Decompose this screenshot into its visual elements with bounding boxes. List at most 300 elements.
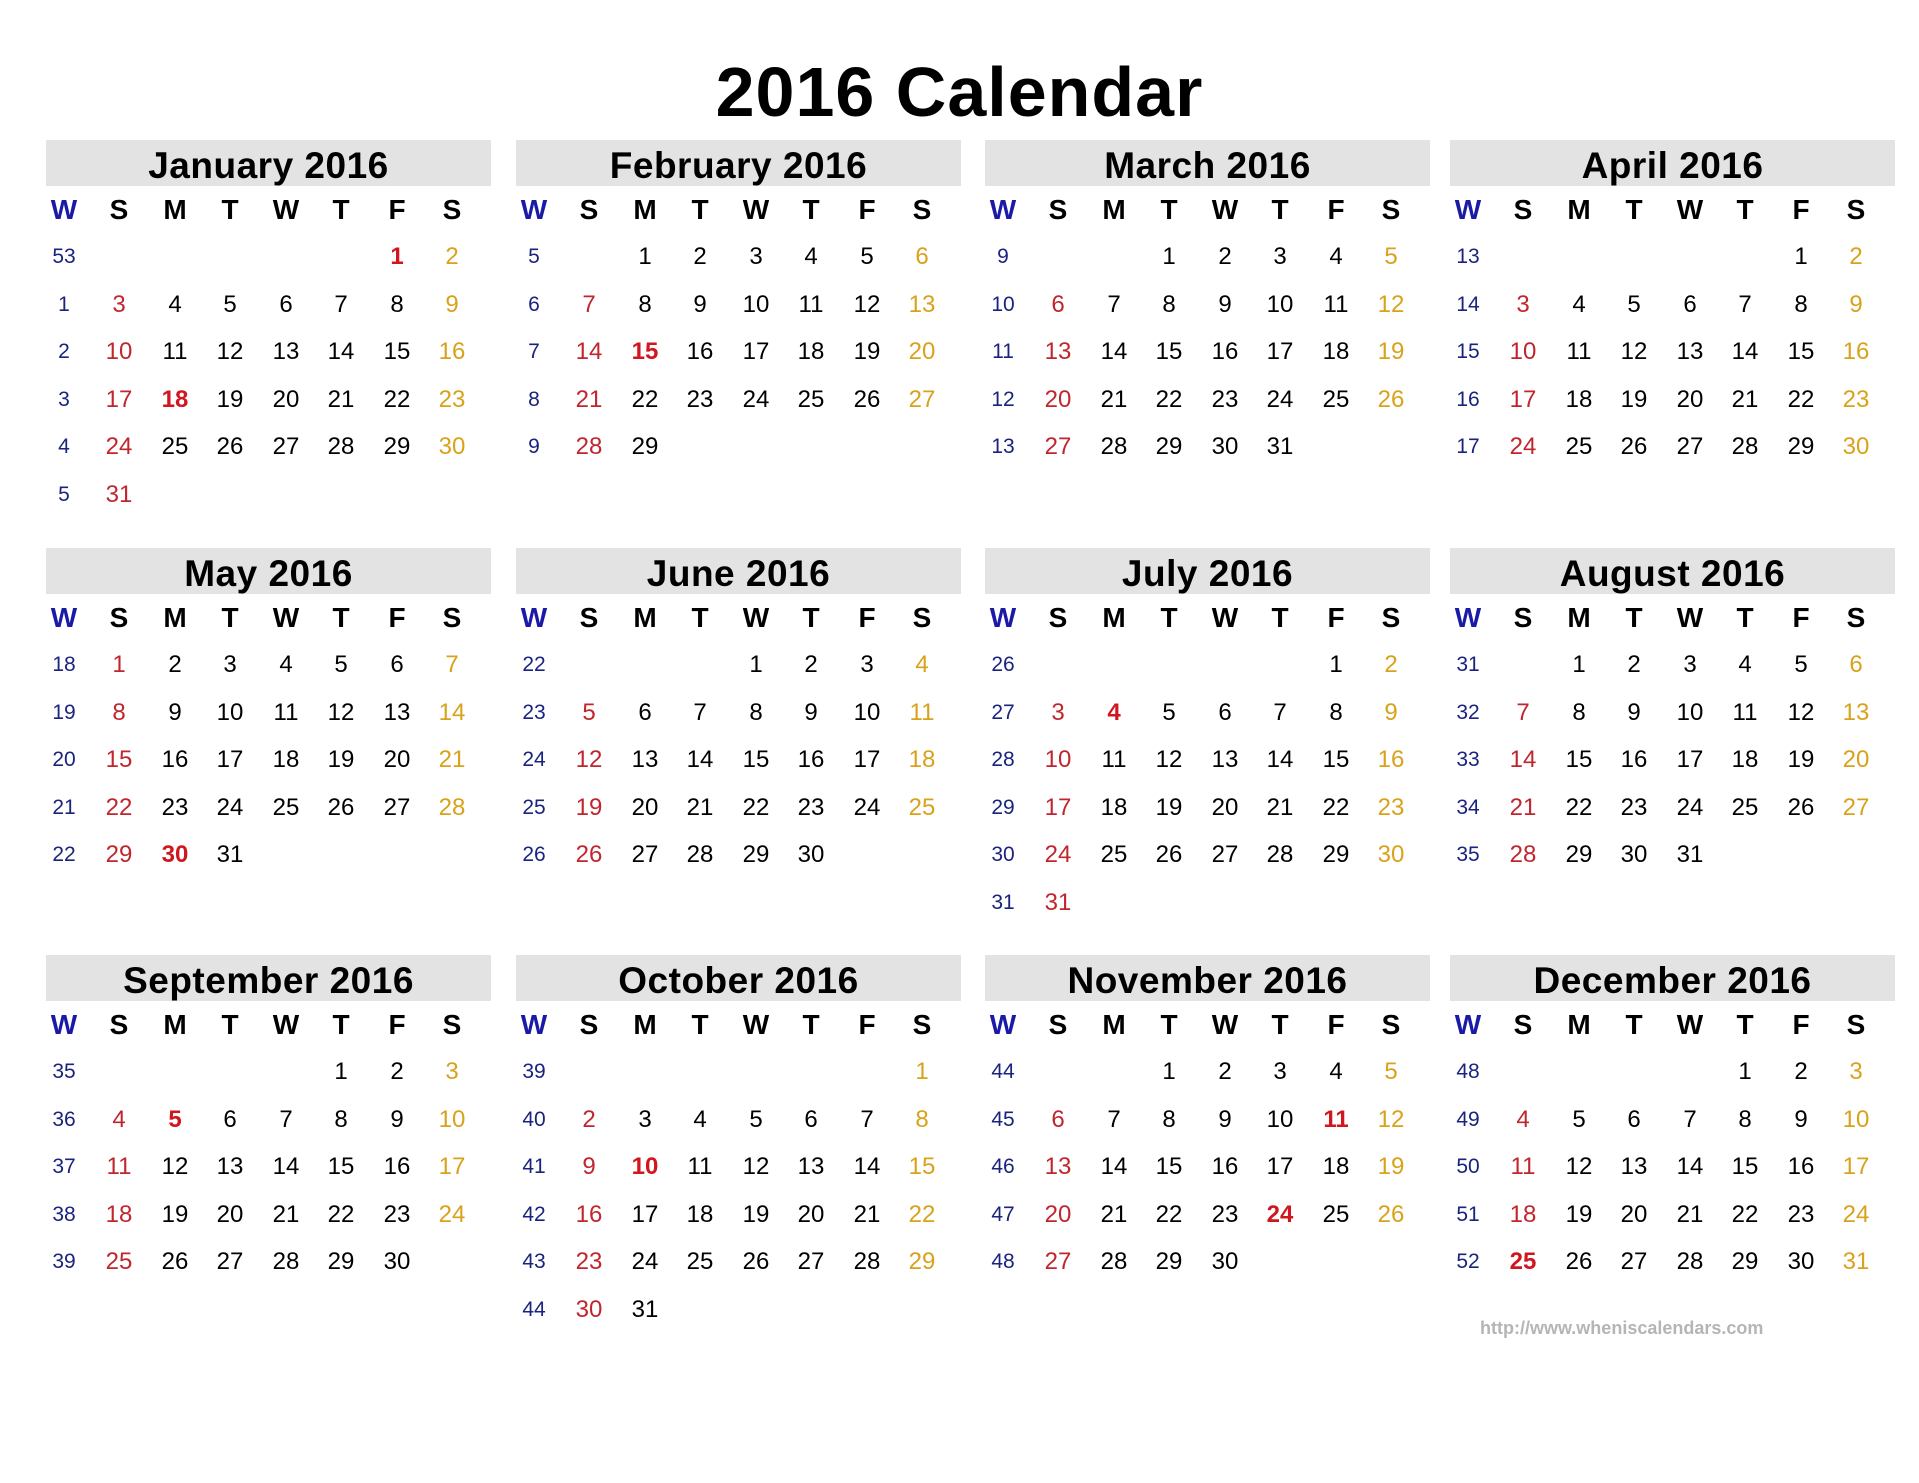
day-cell: 23 bbox=[1377, 793, 1405, 821]
day-cell: 21 bbox=[1676, 1200, 1704, 1228]
day-cell: 26 bbox=[327, 793, 355, 821]
week-number: 38 bbox=[52, 1202, 76, 1226]
day-cell: 4 bbox=[1329, 1058, 1343, 1085]
month-title: October 2016 bbox=[516, 955, 961, 1001]
day-cell: 14 bbox=[1100, 1153, 1128, 1180]
day-cell: 3 bbox=[749, 243, 763, 270]
week-number: 39 bbox=[522, 1060, 546, 1083]
day-cell: 14 bbox=[272, 1153, 300, 1180]
week-number-label: W bbox=[989, 194, 1017, 225]
weekday-label: M bbox=[1102, 602, 1126, 633]
day-cell: 20 bbox=[272, 385, 300, 413]
day-cell: 19 bbox=[1377, 338, 1405, 365]
weekday-header-row bbox=[1450, 1005, 1895, 1045]
day-cell: 25 bbox=[1322, 1200, 1350, 1228]
weekday-label: M bbox=[163, 194, 187, 225]
week-number: 23 bbox=[522, 700, 546, 724]
day-cell: 18 bbox=[272, 746, 300, 773]
day-cell: 8 bbox=[1572, 698, 1586, 726]
day-cell: 13 bbox=[797, 1153, 825, 1180]
day-cell: 12 bbox=[742, 1153, 770, 1180]
week-number: 26 bbox=[522, 843, 546, 866]
week-number: 45 bbox=[991, 1107, 1015, 1131]
week-row bbox=[985, 883, 1430, 923]
day-cell: 15 bbox=[1322, 746, 1350, 773]
day-cell: 28 bbox=[1509, 841, 1537, 868]
day-cell: 7 bbox=[1107, 1105, 1121, 1133]
week-number: 3 bbox=[58, 387, 70, 411]
weekday-label: T bbox=[1160, 1009, 1178, 1040]
day-cell: 12 bbox=[1155, 746, 1183, 773]
day-cell: 26 bbox=[1377, 1200, 1405, 1228]
day-cell: 1 bbox=[390, 243, 404, 270]
day-cell: 2 bbox=[1849, 243, 1863, 270]
day-cell: 18 bbox=[1509, 1200, 1537, 1228]
day-cell: 29 bbox=[105, 841, 133, 868]
weekday-header-row bbox=[1450, 190, 1895, 230]
weekday-label: M bbox=[633, 1009, 657, 1040]
day-cell: 29 bbox=[383, 433, 411, 460]
week-number: 48 bbox=[1456, 1060, 1480, 1083]
day-cell: 4 bbox=[1738, 651, 1752, 678]
month-title: June 2016 bbox=[516, 548, 961, 594]
week-row bbox=[46, 475, 491, 515]
day-cell: 26 bbox=[742, 1248, 770, 1275]
day-cell: 7 bbox=[1107, 290, 1121, 318]
week-row bbox=[46, 237, 491, 277]
day-cell: 8 bbox=[749, 698, 763, 726]
day-cell: 27 bbox=[1676, 433, 1704, 460]
day-cell: 17 bbox=[1044, 793, 1072, 821]
day-cell: 20 bbox=[797, 1200, 825, 1228]
week-number: 27 bbox=[991, 700, 1015, 724]
weekday-label: S bbox=[579, 194, 599, 225]
weekday-label: M bbox=[1567, 1009, 1591, 1040]
week-row bbox=[1450, 645, 1895, 685]
day-cell: 15 bbox=[327, 1153, 355, 1180]
day-cell: 23 bbox=[1211, 1200, 1239, 1228]
day-cell: 25 bbox=[1509, 1248, 1537, 1275]
month-title: January 2016 bbox=[46, 140, 491, 186]
day-cell: 1 bbox=[334, 1058, 348, 1085]
day-cell: 22 bbox=[1155, 1200, 1183, 1228]
day-cell: 28 bbox=[272, 1248, 300, 1275]
weekday-label: M bbox=[633, 602, 657, 633]
month-block bbox=[516, 548, 961, 928]
day-cell: 22 bbox=[742, 793, 770, 821]
month-title: November 2016 bbox=[985, 955, 1430, 1001]
day-cell: 6 bbox=[1051, 1105, 1065, 1133]
week-number-label: W bbox=[1454, 194, 1482, 225]
week-number-label: W bbox=[50, 1009, 78, 1040]
day-cell: 3 bbox=[1516, 290, 1530, 318]
source-credit: http://www.wheniscalendars.com bbox=[1480, 1318, 1764, 1338]
week-row bbox=[1450, 380, 1895, 420]
day-cell: 29 bbox=[1155, 433, 1183, 460]
weekday-label: T bbox=[1625, 1009, 1643, 1040]
weekday-label: T bbox=[1271, 602, 1289, 633]
day-cell: 27 bbox=[1044, 1248, 1072, 1275]
day-cell: 11 bbox=[1101, 746, 1127, 773]
weekday-label: F bbox=[1792, 1009, 1810, 1040]
week-number-label: W bbox=[1454, 602, 1482, 633]
weekday-label: M bbox=[163, 1009, 187, 1040]
day-cell: 22 bbox=[1731, 1200, 1759, 1228]
weekday-label: W bbox=[1211, 1009, 1239, 1040]
day-cell: 7 bbox=[693, 698, 707, 726]
weekday-header-row bbox=[985, 190, 1430, 230]
week-row bbox=[1450, 1242, 1895, 1282]
day-cell: 28 bbox=[686, 841, 714, 868]
week-number: 44 bbox=[522, 1297, 546, 1321]
day-cell: 25 bbox=[1322, 385, 1350, 413]
week-number: 52 bbox=[1456, 1250, 1480, 1273]
day-cell: 27 bbox=[797, 1248, 825, 1275]
day-cell: 18 bbox=[1731, 746, 1759, 773]
day-cell: 31 bbox=[1044, 888, 1072, 916]
weekday-label: T bbox=[1271, 194, 1289, 225]
day-cell: 9 bbox=[1794, 1105, 1808, 1133]
day-cell: 31 bbox=[1842, 1248, 1870, 1275]
day-cell: 22 bbox=[1322, 793, 1350, 821]
day-cell: 7 bbox=[1683, 1105, 1697, 1133]
day-cell: 31 bbox=[631, 1295, 659, 1323]
week-row bbox=[46, 835, 491, 875]
week-row bbox=[1450, 285, 1895, 325]
day-cell: 27 bbox=[1620, 1248, 1648, 1275]
day-cell: 22 bbox=[1787, 385, 1815, 413]
weekday-label: T bbox=[1625, 194, 1643, 225]
month-title: March 2016 bbox=[985, 140, 1430, 186]
week-number: 36 bbox=[52, 1107, 76, 1131]
week-number: 15 bbox=[1456, 340, 1480, 363]
day-cell: 8 bbox=[112, 698, 126, 726]
week-row bbox=[985, 237, 1430, 277]
day-cell: 30 bbox=[1377, 841, 1405, 868]
week-row bbox=[1450, 835, 1895, 875]
weekday-header-row bbox=[46, 1005, 491, 1045]
day-cell: 15 bbox=[1565, 746, 1593, 773]
day-cell: 6 bbox=[1849, 651, 1863, 678]
weekday-label: S bbox=[1048, 194, 1068, 225]
day-cell: 16 bbox=[575, 1200, 603, 1228]
day-cell: 8 bbox=[1738, 1105, 1752, 1133]
weekday-label: T bbox=[332, 194, 350, 225]
day-cell: 1 bbox=[1162, 1058, 1176, 1085]
day-cell: 26 bbox=[1787, 793, 1815, 821]
day-cell: 6 bbox=[1218, 698, 1232, 726]
weekday-label: S bbox=[442, 602, 462, 633]
weekday-label: T bbox=[1271, 1009, 1289, 1040]
day-cell: 9 bbox=[1627, 698, 1641, 726]
day-cell: 12 bbox=[1620, 338, 1648, 365]
day-cell: 28 bbox=[575, 433, 603, 460]
week-row bbox=[46, 645, 491, 685]
day-cell: 17 bbox=[1676, 746, 1704, 773]
weekday-label: S bbox=[1048, 602, 1068, 633]
week-row bbox=[516, 1100, 961, 1140]
week-number: 5 bbox=[58, 482, 70, 506]
week-row bbox=[516, 1147, 961, 1187]
day-cell: 30 bbox=[1211, 433, 1239, 460]
month-title: July 2016 bbox=[985, 548, 1430, 594]
day-cell: 23 bbox=[1620, 793, 1648, 821]
day-cell: 30 bbox=[1211, 1248, 1239, 1275]
week-number: 30 bbox=[991, 843, 1015, 866]
week-number: 26 bbox=[991, 653, 1015, 676]
week-number: 2 bbox=[58, 340, 70, 363]
day-cell: 29 bbox=[908, 1248, 936, 1275]
day-cell: 24 bbox=[1044, 841, 1072, 868]
day-cell: 7 bbox=[1273, 698, 1287, 726]
week-number: 28 bbox=[991, 748, 1015, 771]
day-cell: 24 bbox=[1266, 1200, 1294, 1228]
weekday-label: F bbox=[388, 602, 406, 633]
week-number: 9 bbox=[528, 435, 540, 458]
day-cell: 11 bbox=[1566, 338, 1592, 365]
weekday-label: F bbox=[1327, 194, 1345, 225]
day-cell: 5 bbox=[334, 651, 348, 678]
week-number: 49 bbox=[1456, 1107, 1480, 1131]
day-cell: 1 bbox=[915, 1058, 929, 1085]
day-cell: 31 bbox=[105, 480, 133, 508]
day-cell: 12 bbox=[327, 698, 355, 726]
day-cell: 31 bbox=[216, 841, 244, 868]
day-cell: 27 bbox=[383, 793, 411, 821]
weekday-label: S bbox=[1846, 1009, 1866, 1040]
day-cell: 24 bbox=[216, 793, 244, 821]
day-cell: 10 bbox=[1676, 698, 1704, 726]
day-cell: 14 bbox=[1100, 338, 1128, 365]
day-cell: 14 bbox=[438, 698, 466, 726]
weekday-label: M bbox=[1102, 194, 1126, 225]
day-cell: 1 bbox=[1329, 651, 1343, 678]
day-cell: 29 bbox=[631, 433, 659, 460]
day-cell: 6 bbox=[223, 1105, 237, 1133]
week-number-label: W bbox=[989, 1009, 1017, 1040]
day-cell: 21 bbox=[327, 385, 355, 413]
week-number: 1 bbox=[58, 292, 70, 316]
day-cell: 15 bbox=[105, 746, 133, 773]
day-cell: 14 bbox=[575, 338, 603, 365]
day-cell: 5 bbox=[1162, 698, 1176, 726]
day-cell: 16 bbox=[161, 746, 189, 773]
day-cell: 6 bbox=[915, 243, 929, 270]
day-cell: 4 bbox=[915, 651, 929, 678]
day-cell: 23 bbox=[797, 793, 825, 821]
weekday-label: T bbox=[802, 1009, 820, 1040]
day-cell: 12 bbox=[161, 1153, 189, 1180]
day-cell: 27 bbox=[908, 385, 936, 413]
day-cell: 17 bbox=[216, 746, 244, 773]
week-number-label: W bbox=[520, 194, 548, 225]
day-cell: 2 bbox=[1627, 651, 1641, 678]
day-cell: 9 bbox=[168, 698, 182, 726]
day-cell: 21 bbox=[1266, 793, 1294, 821]
day-cell: 1 bbox=[1162, 243, 1176, 270]
day-cell: 25 bbox=[797, 385, 825, 413]
week-number: 11 bbox=[992, 340, 1014, 363]
day-cell: 24 bbox=[1842, 1200, 1870, 1228]
month-block bbox=[985, 140, 1430, 520]
day-cell: 19 bbox=[1377, 1153, 1405, 1180]
day-cell: 30 bbox=[161, 841, 189, 868]
day-cell: 23 bbox=[1842, 385, 1870, 413]
day-cell: 17 bbox=[1266, 1153, 1294, 1180]
day-cell: 19 bbox=[216, 385, 244, 413]
week-number: 35 bbox=[52, 1060, 76, 1083]
weekday-label: W bbox=[272, 602, 300, 633]
week-row bbox=[985, 740, 1430, 780]
day-cell: 3 bbox=[860, 651, 874, 678]
day-cell: 18 bbox=[1100, 793, 1128, 821]
day-cell: 2 bbox=[1218, 243, 1232, 270]
week-number: 34 bbox=[1456, 795, 1480, 819]
day-cell: 31 bbox=[1266, 433, 1294, 460]
day-cell: 4 bbox=[693, 1105, 707, 1133]
week-row bbox=[46, 1195, 491, 1235]
day-cell: 26 bbox=[853, 385, 881, 413]
week-row bbox=[1450, 740, 1895, 780]
day-cell: 5 bbox=[860, 243, 874, 270]
day-cell: 10 bbox=[1266, 290, 1294, 318]
day-cell: 15 bbox=[1731, 1153, 1759, 1180]
day-cell: 4 bbox=[112, 1105, 126, 1133]
weekday-label: T bbox=[332, 1009, 350, 1040]
weekday-label: T bbox=[221, 194, 239, 225]
day-cell: 17 bbox=[105, 385, 133, 413]
day-cell: 10 bbox=[1842, 1105, 1870, 1133]
day-cell: 4 bbox=[279, 651, 293, 678]
week-number: 51 bbox=[1456, 1202, 1480, 1226]
week-row bbox=[516, 1290, 961, 1330]
day-cell: 13 bbox=[1620, 1153, 1648, 1180]
week-number: 9 bbox=[997, 245, 1009, 268]
week-row bbox=[46, 693, 491, 733]
day-cell: 27 bbox=[272, 433, 300, 460]
day-cell: 3 bbox=[1273, 243, 1287, 270]
day-cell: 17 bbox=[1266, 338, 1294, 365]
week-row bbox=[985, 285, 1430, 325]
day-cell: 25 bbox=[105, 1248, 133, 1275]
day-cell: 8 bbox=[334, 1105, 348, 1133]
month-title: April 2016 bbox=[1450, 140, 1895, 186]
day-cell: 22 bbox=[908, 1200, 936, 1228]
day-cell: 30 bbox=[1842, 433, 1870, 460]
week-row bbox=[516, 285, 961, 325]
month-block bbox=[46, 548, 491, 928]
day-cell: 25 bbox=[1731, 793, 1759, 821]
day-cell: 1 bbox=[1738, 1058, 1752, 1085]
day-cell: 21 bbox=[575, 385, 603, 413]
month-title: September 2016 bbox=[46, 955, 491, 1001]
day-cell: 13 bbox=[631, 746, 659, 773]
day-cell: 19 bbox=[1787, 746, 1815, 773]
week-number-label: W bbox=[520, 602, 548, 633]
day-cell: 24 bbox=[742, 385, 770, 413]
day-cell: 16 bbox=[1620, 746, 1648, 773]
day-cell: 16 bbox=[1211, 338, 1239, 365]
week-number: 29 bbox=[991, 795, 1015, 819]
weekday-label: S bbox=[579, 602, 599, 633]
month-block bbox=[1450, 955, 1895, 1335]
day-cell: 18 bbox=[1322, 1153, 1350, 1180]
day-cell: 4 bbox=[1329, 243, 1343, 270]
day-cell: 3 bbox=[1849, 1058, 1863, 1085]
day-cell: 29 bbox=[1787, 433, 1815, 460]
day-cell: 3 bbox=[445, 1058, 459, 1085]
day-cell: 8 bbox=[1162, 1105, 1176, 1133]
day-cell: 13 bbox=[1676, 338, 1704, 365]
week-number: 4 bbox=[58, 435, 70, 458]
day-cell: 26 bbox=[1155, 841, 1183, 868]
day-cell: 1 bbox=[1794, 243, 1808, 270]
weekday-label: S bbox=[109, 1009, 129, 1040]
week-number: 41 bbox=[522, 1155, 546, 1178]
day-cell: 18 bbox=[1565, 385, 1593, 413]
day-cell: 9 bbox=[1218, 1105, 1232, 1133]
weekday-label: S bbox=[1048, 1009, 1068, 1040]
week-number: 33 bbox=[1456, 748, 1480, 771]
month-title: February 2016 bbox=[516, 140, 961, 186]
weekday-label: S bbox=[442, 1009, 462, 1040]
weekday-header-row bbox=[985, 598, 1430, 638]
day-cell: 2 bbox=[693, 243, 707, 270]
week-number: 16 bbox=[1456, 387, 1480, 411]
week-row bbox=[1450, 788, 1895, 828]
day-cell: 20 bbox=[631, 793, 659, 821]
week-row bbox=[1450, 693, 1895, 733]
day-cell: 8 bbox=[915, 1105, 929, 1133]
day-cell: 4 bbox=[1516, 1105, 1530, 1133]
day-cell: 1 bbox=[749, 651, 763, 678]
weekday-label: W bbox=[742, 194, 770, 225]
day-cell: 7 bbox=[279, 1105, 293, 1133]
weekday-label: W bbox=[1211, 602, 1239, 633]
day-cell: 27 bbox=[1842, 793, 1870, 821]
day-cell: 5 bbox=[1384, 243, 1398, 270]
day-cell: 29 bbox=[1731, 1248, 1759, 1275]
day-cell: 5 bbox=[168, 1105, 182, 1133]
day-cell: 1 bbox=[1572, 651, 1586, 678]
day-cell: 28 bbox=[1100, 1248, 1128, 1275]
week-number: 18 bbox=[52, 653, 76, 676]
day-cell: 30 bbox=[383, 1248, 411, 1275]
week-number-label: W bbox=[989, 602, 1017, 633]
day-cell: 21 bbox=[1509, 793, 1537, 821]
day-cell: 21 bbox=[1100, 385, 1128, 413]
day-cell: 28 bbox=[1731, 433, 1759, 460]
week-row bbox=[46, 427, 491, 467]
day-cell: 15 bbox=[1155, 1153, 1183, 1180]
day-cell: 2 bbox=[804, 651, 818, 678]
day-cell: 14 bbox=[1676, 1153, 1704, 1180]
week-number: 17 bbox=[1456, 435, 1480, 458]
day-cell: 23 bbox=[575, 1248, 603, 1275]
week-row bbox=[516, 645, 961, 685]
week-row bbox=[516, 788, 961, 828]
day-cell: 27 bbox=[216, 1248, 244, 1275]
day-cell: 17 bbox=[1842, 1153, 1870, 1180]
day-cell: 2 bbox=[582, 1105, 596, 1133]
day-cell: 18 bbox=[797, 338, 825, 365]
day-cell: 12 bbox=[1377, 290, 1405, 318]
day-cell: 22 bbox=[383, 385, 411, 413]
week-row bbox=[985, 427, 1430, 467]
day-cell: 21 bbox=[1731, 385, 1759, 413]
day-cell: 24 bbox=[853, 793, 881, 821]
day-cell: 26 bbox=[1620, 433, 1648, 460]
